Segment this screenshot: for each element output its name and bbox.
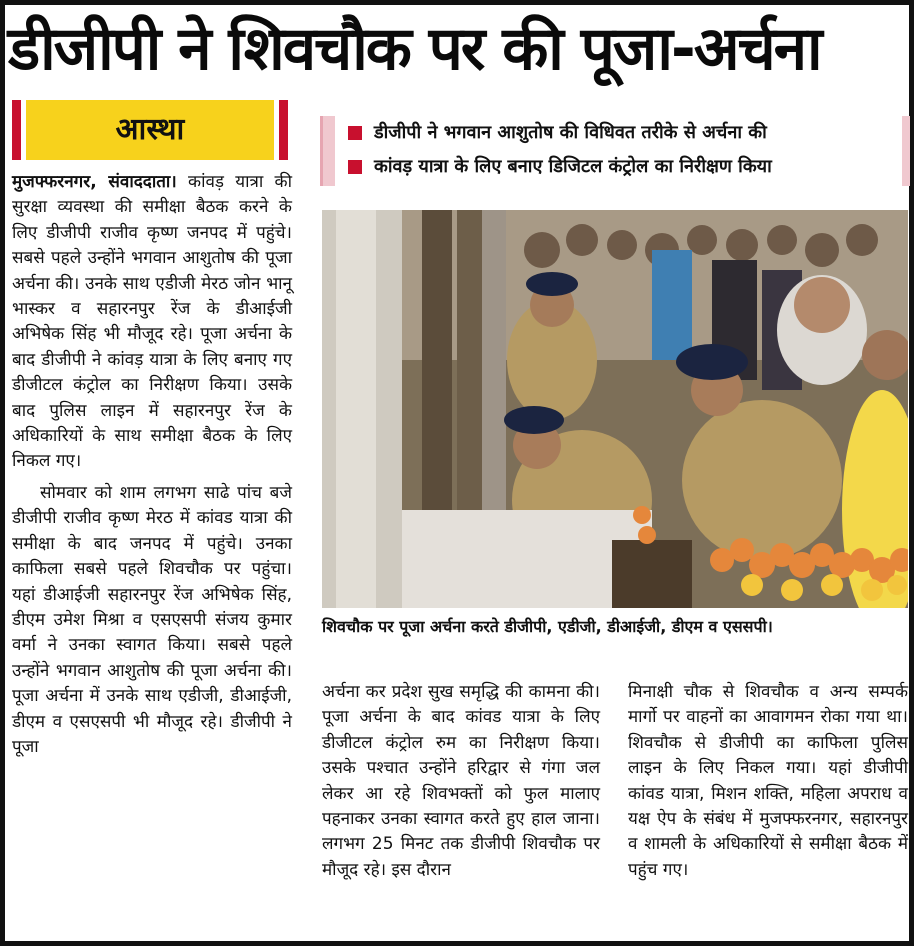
subheadline-deck: [320, 116, 910, 188]
section-kicker: [12, 100, 288, 160]
deck-line-1: [348, 116, 767, 150]
paragraph-1: [12, 170, 292, 475]
article-column-1: [12, 170, 292, 760]
column-2-text: अर्चना कर प्रदेश सुख समृद्धि की कामना की। पूजा अर्चना के बाद कांवड यात्रा के लिए डीजीटल कंट्रोल रुम का निरीक्षण किया। उसके पश्चात उन्होंने हरिद्वार से गंगा जल लेकर आ रहे शिवभक्तों को फुल मालाए पहनाकर उनका स्वागत करते हुए हाल जाना। लगभग 25 मिनट तक डीजीपी शिवचौक पर मौजूद रहे। इस दौरान: [322, 682, 600, 880]
deck-text-1: डीजीपी ने भगवान आशुतोष की विधिवत तरीके से अर्चना की: [374, 122, 767, 143]
deck-right-edge: [902, 116, 910, 186]
article-column-3: [628, 680, 908, 883]
deck-line-2: [348, 150, 772, 184]
photo-caption: शिवचौक पर पूजा अर्चना करते डीजीपी, एडीजी, डीआईजी, डीएम व एससपी।: [322, 617, 773, 636]
news-photo: [322, 210, 908, 608]
bullet-square-icon: [348, 160, 362, 174]
paragraph-1-text: कांवड़ यात्रा की सुरक्षा व्यवस्था की समीक्षा बैठक करने के लिए डीजीपी राजीव कृष्ण जनपद में पहुंचे। सबसे पहले उन्होंने भगवान आशुतोष की पूजा अर्चना की। उनके साथ एडीजी मेरठ जोन भानू भास्कर व सहारनपुर रेंज के डीआईजी अभिषेक सिंह भी मौजूद रहे। पूजा अर्चना के बाद डीजीपी ने कांवड़ यात्रा के लिए बनाए गए डीजीटल कंट्रोल का निरीक्षण किया। उसके बाद पुलिस लाइन में सहारनपुर रेंज के अधिकारियों के साथ समीक्षा बैठक के लिए निकल गए।: [12, 172, 293, 472]
dateline: मुजफ्फरनगर, संवाददाता।: [12, 172, 177, 192]
deck-left-edge: [320, 116, 335, 186]
headline: डीजीपी ने शिवचौक पर की पूजा-अर्चना: [8, 14, 821, 84]
kicker-label: आस्था: [26, 100, 274, 160]
kicker-left-bar: [12, 100, 21, 160]
column-3-text: मिनाक्षी चौक से शिवचौक व अन्य सम्पर्क मार्गो पर वाहनों का आवागमन रोका गया था। शिवचौक से डीजीपी का काफिला पुलिस लाइन के लिए निकल गया। यहां डीजीपी कांवड यात्रा, मिशन शक्ति, महिला अपराध व यक्ष ऐप के संबंध में मुजफ्फरनगर, सहारनपुर व शामली के अधिकारियों से समीक्षा बैठक में पहुंच गए।: [628, 682, 908, 880]
photo-illustration: [322, 210, 908, 608]
paragraph-2: सोमवार को शाम लगभग साढे पांच बजे डीजीपी राजीव कृष्ण मेरठ में कांवड यात्रा की समीक्षा के बाद जनपद में पहुंचे। उनका काफिला सबसे पहले शिवचौक पर पहुंचा। यहां डीआईजी सहारनपुर रेंज अभिषेक सिंह, डीएम उमेश मिश्रा व एसएसपी संजय कुमार वर्मा ने उनका स्वागत किया। सबसे पहले उन्होंने भगवान आशुतोष की पूजा अर्चना की। पूजा अर्चना में उनके साथ एडीजी, डीआईजी, डीएम व एसएसपी भी मौजूद रहे। डीजीपी ने पूजा: [12, 482, 292, 757]
article-column-2: [322, 680, 600, 883]
kicker-right-bar: [279, 100, 288, 160]
bullet-square-icon: [348, 126, 362, 140]
deck-text-2: कांवड़ यात्रा के लिए बनाए डिजिटल कंट्रोल का निरीक्षण किया: [374, 156, 772, 177]
